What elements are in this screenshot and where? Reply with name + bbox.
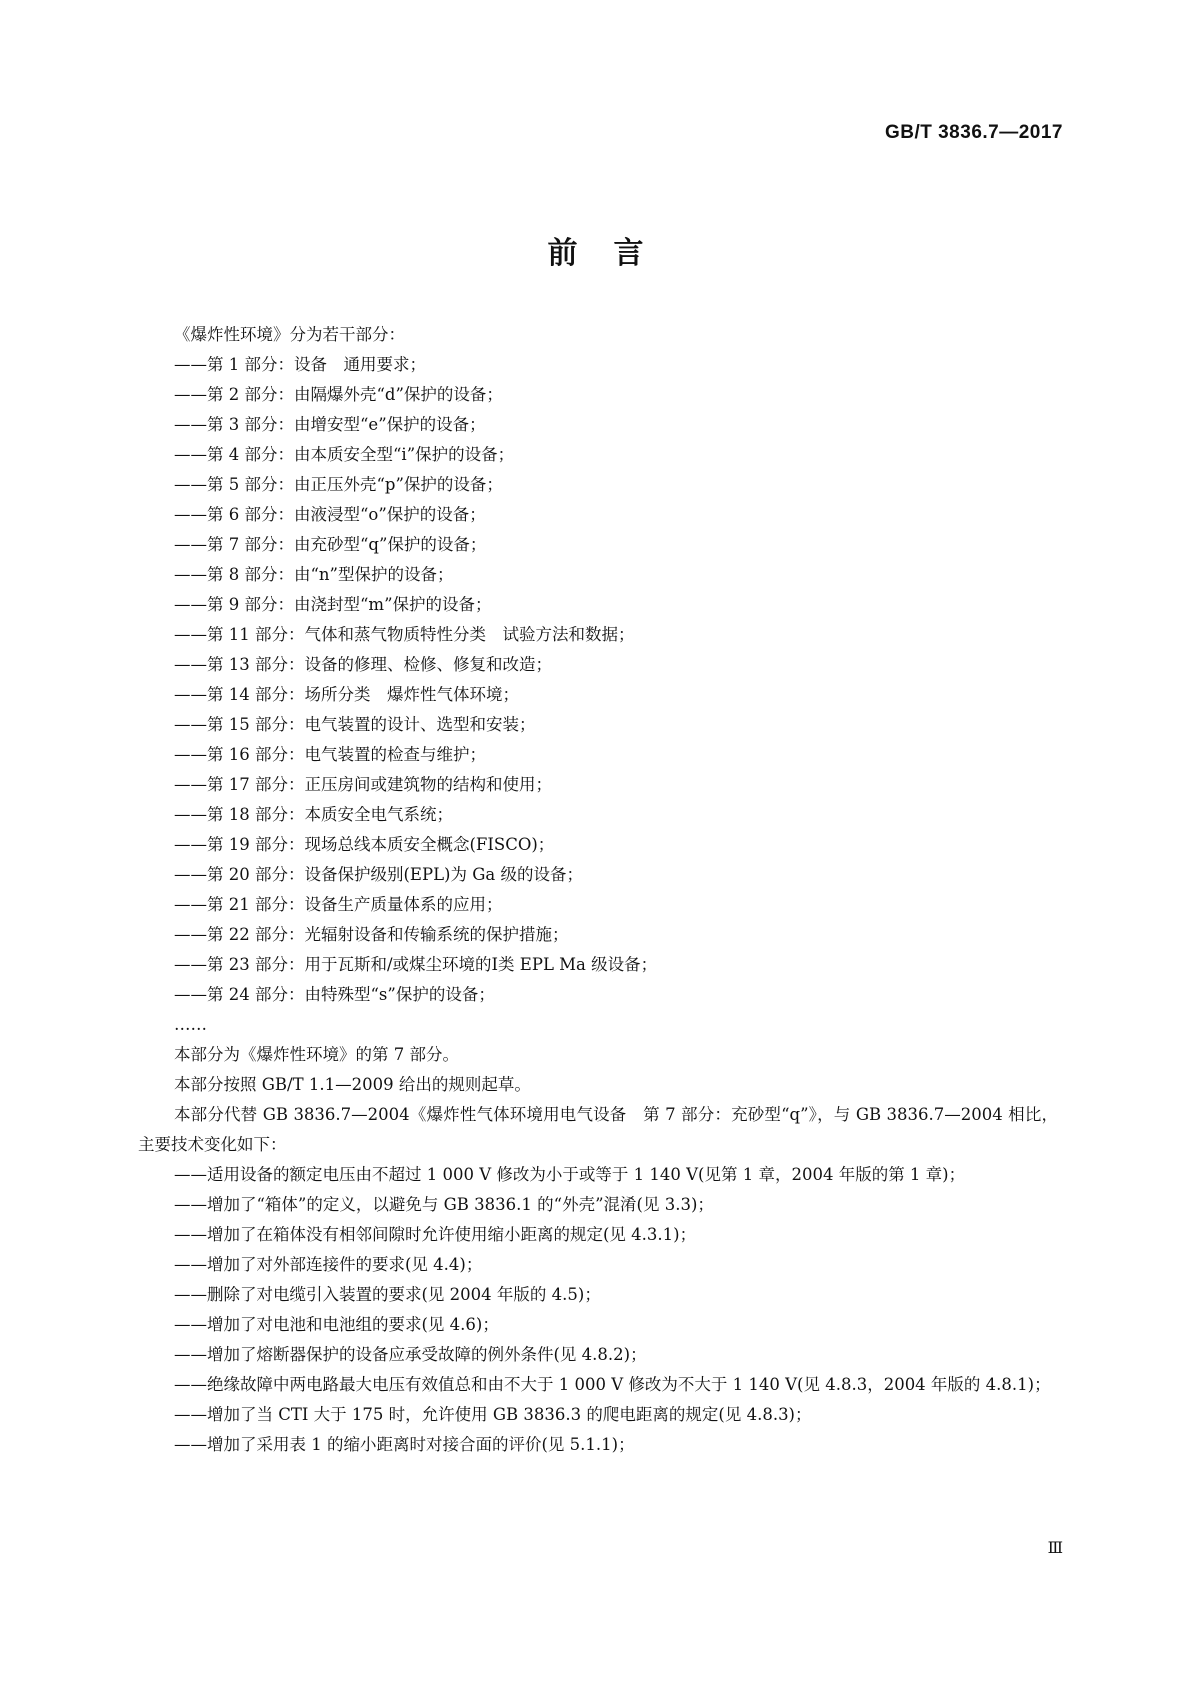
change-item: ——增加了在箱体没有相邻间隙时允许使用缩小距离的规定(见 4.3.1)；	[174, 1225, 697, 1244]
change-item: ——绝缘故障中两电路最大电压有效值总和由不大于 1 000 V 修改为不大于 1 140 V(见 4.8.3，2004 年版的 4.8.1)；	[174, 1375, 1051, 1394]
part-of-paragraph: 本部分为《爆炸性环境》的第 7 部分。	[174, 1045, 459, 1064]
part-item: ——第 15 部分：电气装置的设计、选型和安装；	[174, 715, 536, 734]
parts-list	[138, 350, 1058, 1010]
change-item: ——增加了“箱体”的定义，以避免与 GB 3836.1 的“外壳”混淆(见 3.3)；	[174, 1195, 714, 1214]
part-item: ——第 3 部分：由增安型“e”保护的设备；	[174, 415, 486, 434]
page-title: 前言	[547, 236, 680, 271]
change-item: ——增加了熔断器保护的设备应承受故障的例外条件(见 4.8.2)；	[174, 1345, 647, 1364]
part-item: ——第 4 部分：由本质安全型“i”保护的设备；	[174, 445, 515, 464]
part-item: ——第 8 部分：由“n”型保护的设备；	[174, 565, 454, 584]
part-item: ——第 5 部分：由正压外壳“p”保护的设备；	[174, 475, 503, 494]
change-item: ——增加了当 CTI 大于 175 时，允许使用 GB 3836.3 的爬电距离的规定(见 4.8.3)；	[174, 1405, 812, 1424]
part-item: ——第 18 部分：本质安全电气系统；	[174, 805, 453, 824]
part-item: ——第 14 部分：场所分类 爆炸性气体环境；	[174, 685, 519, 704]
part-item: ——第 7 部分：由充砂型“q”保护的设备；	[174, 535, 487, 554]
part-item: ——第 1 部分：设备 通用要求；	[174, 355, 426, 374]
ellipsis: ……	[174, 1015, 207, 1034]
part-item: ——第 6 部分：由液浸型“o”保护的设备；	[174, 505, 486, 524]
change-item: ——增加了采用表 1 的缩小距离时对接合面的评价(见 5.1.1)；	[174, 1435, 635, 1454]
part-item: ——第 2 部分：由隔爆外壳“d”保护的设备；	[174, 385, 503, 404]
part-item: ——第 21 部分：设备生产质量体系的应用；	[174, 895, 503, 914]
part-item: ——第 13 部分：设备的修理、检修、修复和改造；	[174, 655, 552, 674]
part-item: ——第 16 部分：电气装置的检查与维护；	[174, 745, 486, 764]
part-item: ——第 11 部分：气体和蒸气物质特性分类 试验方法和数据；	[174, 625, 635, 644]
part-item: ——第 17 部分：正压房间或建筑物的结构和使用；	[174, 775, 552, 794]
part-item: ——第 19 部分：现场总线本质安全概念(FISCO)；	[174, 835, 555, 854]
change-item: ——增加了对外部连接件的要求(见 4.4)；	[174, 1255, 483, 1274]
drafting-paragraph: 本部分按照 GB/T 1.1—2009 给出的规则起草。	[174, 1075, 531, 1094]
part-item: ——第 9 部分：由浇封型“m”保护的设备；	[174, 595, 492, 614]
intro-paragraph: 《爆炸性环境》分为若干部分：	[174, 325, 405, 344]
change-item: ——删除了对电缆引入装置的要求(见 2004 年版的 4.5)；	[174, 1285, 601, 1304]
foreword-body	[138, 320, 1058, 1460]
part-item: ——第 20 部分：设备保护级别(EPL)为 Ga 级的设备；	[174, 865, 583, 884]
part-item: ——第 24 部分：由特殊型“s”保护的设备；	[174, 985, 495, 1004]
change-item: ——增加了对电池和电池组的要求(见 4.6)；	[174, 1315, 499, 1334]
replaces-paragraph: 本部分代替 GB 3836.7—2004《爆炸性气体环境用电气设备 第 7 部分：充砂型“q”》，与 GB 3836.7—2004 相比，主要技术变化如下：	[138, 1105, 1058, 1154]
part-item: ——第 23 部分：用于瓦斯和/或煤尘环境的Ⅰ类 EPL Ma 级设备；	[174, 955, 658, 974]
standard-code: GB/T 3836.7—2017	[884, 122, 1063, 143]
changes-list	[138, 1160, 1058, 1460]
part-item: ——第 22 部分：光辐射设备和传输系统的保护措施；	[174, 925, 569, 944]
page-number: Ⅲ	[1047, 1538, 1063, 1557]
change-item: ——适用设备的额定电压由不超过 1 000 V 修改为小于或等于 1 140 V(见第 1 章，2004 年版的第 1 章)；	[174, 1165, 966, 1184]
